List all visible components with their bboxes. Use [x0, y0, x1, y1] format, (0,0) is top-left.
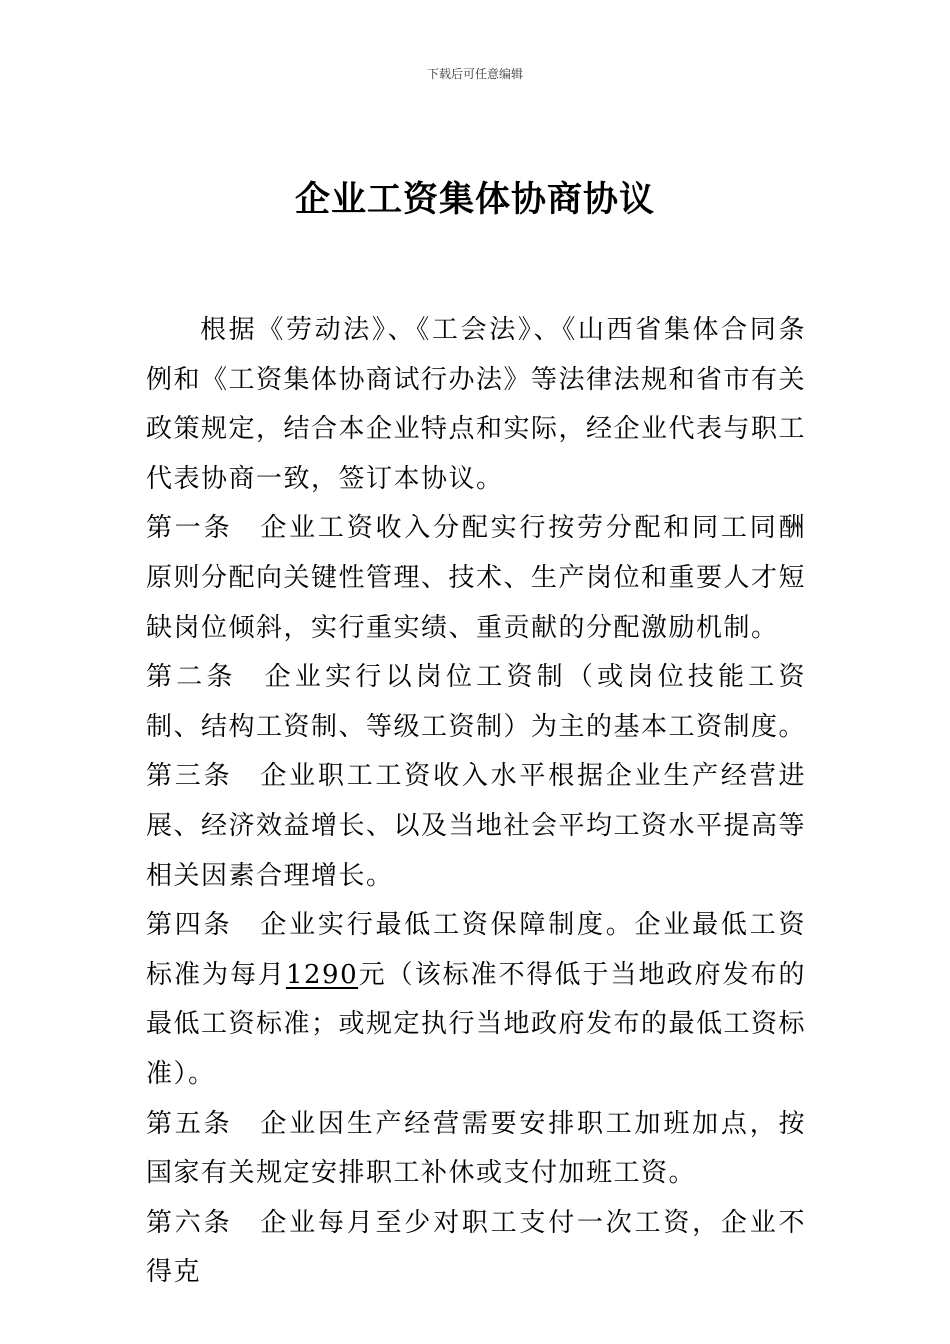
- article-6: [146, 1199, 806, 1298]
- article-5-number: 第五条: [146, 1108, 233, 1139]
- article-4-number: 第四条: [146, 910, 233, 941]
- article-3: [146, 752, 806, 901]
- article-4: [146, 901, 806, 1099]
- article-3-text: 企业职工工资收入水平根据企业生产经营进展、经济效益增长、以及当地社会平均工资水平提高等相关因素合理增长。: [146, 761, 807, 891]
- article-4-text-before: 企业实行最低工资保障制度。企业最低工资标准为每月: [146, 910, 806, 990]
- article-6-number: 第六条: [146, 1207, 233, 1238]
- article-5-text: 企业因生产经营需要安排职工加班加点，按国家有关规定安排职工补休或支付加班工资。: [146, 1108, 806, 1189]
- article-3-number: 第三条: [146, 761, 233, 792]
- article-2: [146, 653, 806, 752]
- document-title: 企业工资集体协商协议: [294, 180, 655, 220]
- article-1-number: 第一条: [146, 513, 233, 544]
- minimum-wage-amount: 1290: [285, 959, 359, 990]
- article-4-text-after: 元（该标准不得低于当地政府发布的最低工资标准；或规定执行当地政府发布的最低工资标准）。: [146, 959, 807, 1089]
- article-6-text: 企业每月至少对职工支付一次工资，企业不得克: [146, 1207, 806, 1288]
- article-2-number: 第二条: [146, 662, 237, 693]
- document-body: [146, 306, 806, 1298]
- header-note: 下载后可任意编辑: [426, 67, 523, 81]
- article-5: [146, 1100, 806, 1199]
- article-2-text: 企业实行以岗位工资制（或岗位技能工资制、结构工资制、等级工资制）为主的基本工资制度。: [146, 662, 807, 742]
- preamble-paragraph: 根据《劳动法》、《工会法》、《山西省集体合同条例和《工资集体协商试行办法》等法律法规和省市有关政策规定，结合本企业特点和实际，经企业代表与职工代表协商一致，签订本协议。: [146, 315, 807, 494]
- article-1: [146, 504, 806, 653]
- article-1-text: 企业工资收入分配实行按劳分配和同工同酬原则分配向关键性管理、技术、生产岗位和重要人才短缺岗位倾斜，实行重实绩、重贡献的分配激励机制。: [146, 513, 807, 643]
